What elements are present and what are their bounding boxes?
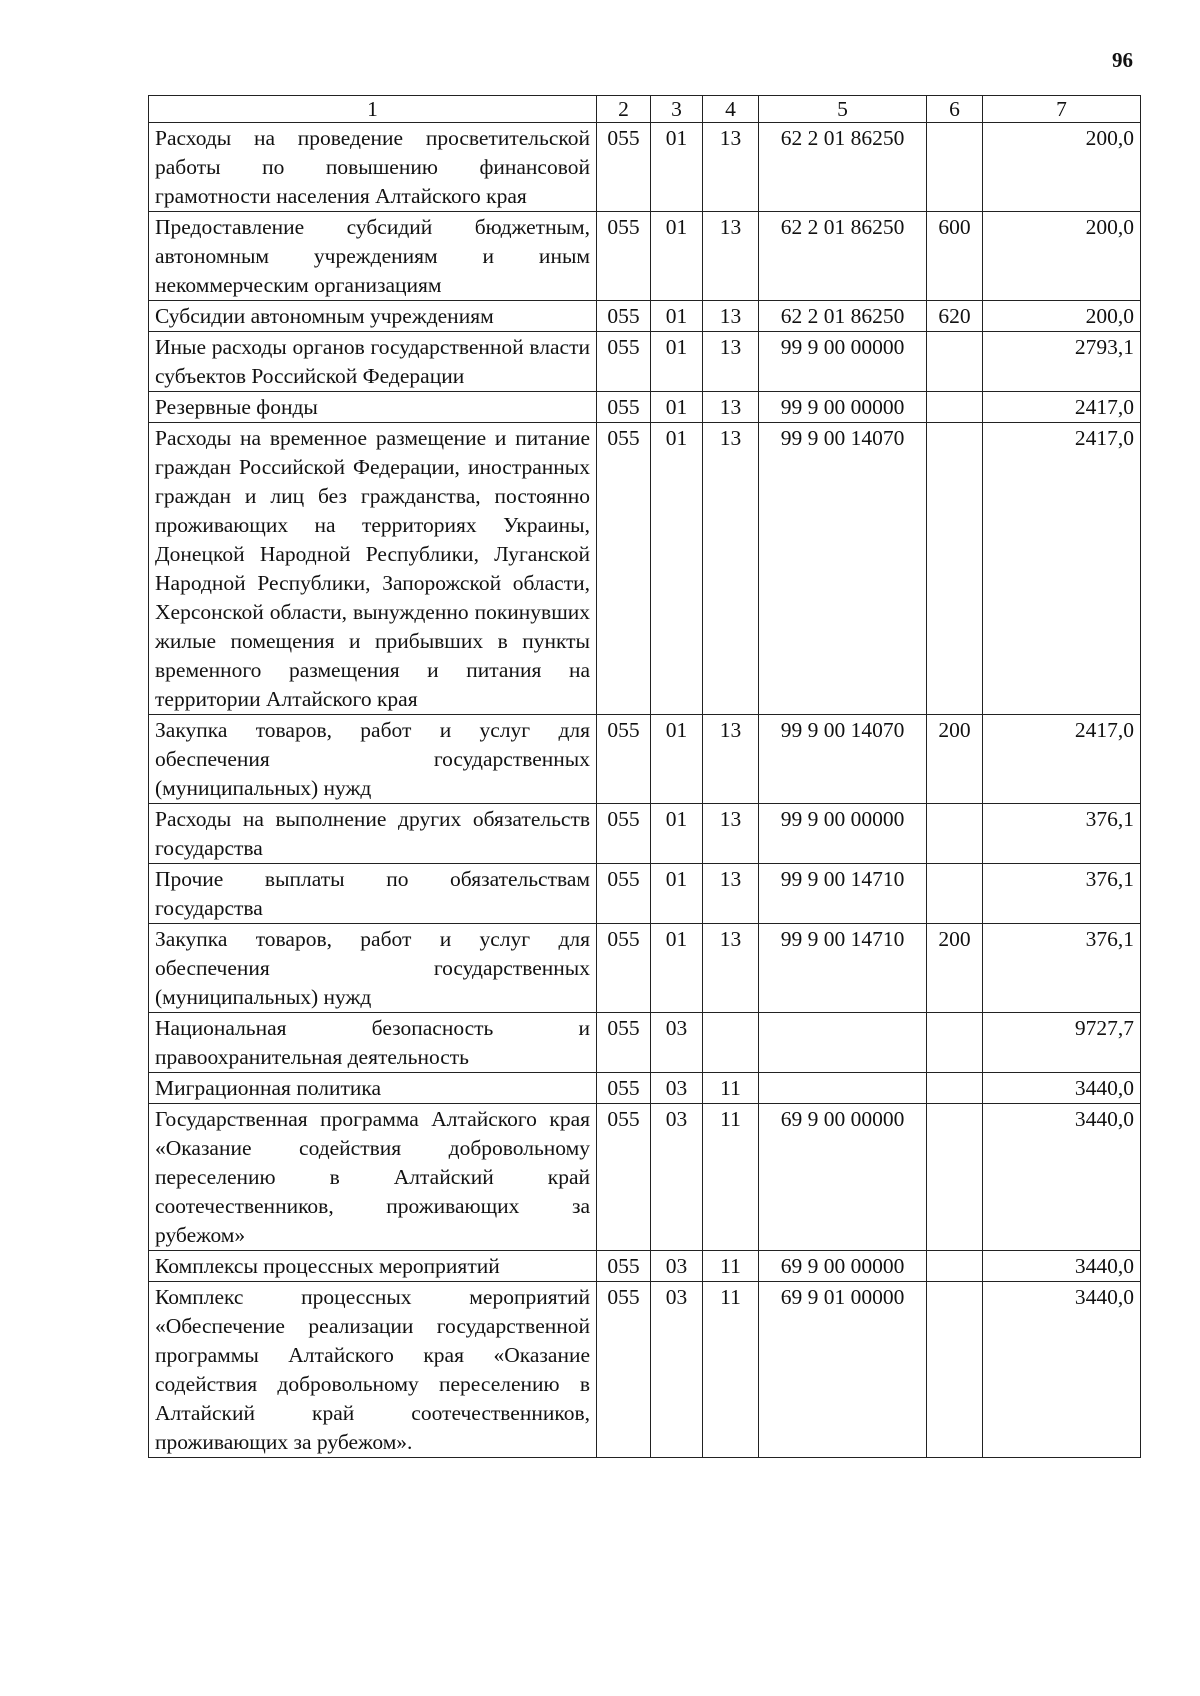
row-code-cell: 055 <box>597 392 651 423</box>
table-row <box>149 212 1141 301</box>
row-amount-cell: 376,1 <box>983 924 1141 1013</box>
row-amount-cell: 9727,7 <box>983 1013 1141 1073</box>
row-target-article-cell: 62 2 01 86250 <box>759 301 927 332</box>
row-amount-cell: 2417,0 <box>983 715 1141 804</box>
row-subsection-cell: 13 <box>703 332 759 392</box>
row-expense-type-cell <box>927 123 983 212</box>
row-code-cell: 055 <box>597 864 651 924</box>
row-code-cell: 055 <box>597 423 651 715</box>
row-amount-cell: 200,0 <box>983 212 1141 301</box>
row-section-cell: 03 <box>651 1104 703 1251</box>
row-section-cell: 03 <box>651 1013 703 1073</box>
table-row <box>149 864 1141 924</box>
row-target-article-cell: 99 9 00 00000 <box>759 392 927 423</box>
row-amount-cell: 376,1 <box>983 864 1141 924</box>
row-amount-cell: 376,1 <box>983 804 1141 864</box>
table-row <box>149 1251 1141 1282</box>
row-name-cell: Предоставление субсидий бюджетным, автономным учреждениям и иным некоммерческим организациям <box>149 212 597 301</box>
row-code-cell: 055 <box>597 804 651 864</box>
row-name-cell: Комплексы процессных мероприятий <box>149 1251 597 1282</box>
table-row <box>149 423 1141 715</box>
row-name-cell: Комплекс процессных мероприятий «Обеспечение реализации государственной программы Алтайского края «Оказание содействия добровольному переселению в Алтайский край соотечественников, проживающих за рубежом». <box>149 1282 597 1458</box>
row-target-article-cell: 62 2 01 86250 <box>759 123 927 212</box>
row-expense-type-cell: 200 <box>927 924 983 1013</box>
table-row <box>149 804 1141 864</box>
row-subsection-cell <box>703 1013 759 1073</box>
header-cell-2: 2 <box>597 96 651 123</box>
header-cell-1: 1 <box>149 96 597 123</box>
row-subsection-cell: 11 <box>703 1073 759 1104</box>
row-code-cell: 055 <box>597 301 651 332</box>
table-row <box>149 392 1141 423</box>
row-subsection-cell: 13 <box>703 864 759 924</box>
table-row <box>149 715 1141 804</box>
table-row <box>149 1104 1141 1251</box>
row-target-article-cell: 99 9 00 14070 <box>759 423 927 715</box>
row-expense-type-cell <box>927 392 983 423</box>
row-code-cell: 055 <box>597 924 651 1013</box>
row-code-cell: 055 <box>597 1013 651 1073</box>
row-expense-type-cell <box>927 864 983 924</box>
row-target-article-cell: 99 9 00 00000 <box>759 332 927 392</box>
row-section-cell: 01 <box>651 123 703 212</box>
row-name-cell: Прочие выплаты по обязательствам государства <box>149 864 597 924</box>
row-subsection-cell: 13 <box>703 924 759 1013</box>
row-amount-cell: 3440,0 <box>983 1282 1141 1458</box>
row-amount-cell: 2417,0 <box>983 392 1141 423</box>
row-expense-type-cell <box>927 804 983 864</box>
row-expense-type-cell: 200 <box>927 715 983 804</box>
row-amount-cell: 3440,0 <box>983 1073 1141 1104</box>
row-section-cell: 01 <box>651 715 703 804</box>
row-section-cell: 01 <box>651 301 703 332</box>
row-subsection-cell: 11 <box>703 1251 759 1282</box>
row-section-cell: 03 <box>651 1282 703 1458</box>
row-subsection-cell: 13 <box>703 392 759 423</box>
row-target-article-cell: 99 9 00 14710 <box>759 864 927 924</box>
row-target-article-cell <box>759 1073 927 1104</box>
row-expense-type-cell <box>927 1282 983 1458</box>
row-name-cell: Миграционная политика <box>149 1073 597 1104</box>
header-cell-7: 7 <box>983 96 1141 123</box>
row-target-article-cell: 99 9 00 00000 <box>759 804 927 864</box>
row-target-article-cell <box>759 1013 927 1073</box>
row-name-cell: Иные расходы органов государственной власти субъектов Российской Федерации <box>149 332 597 392</box>
row-code-cell: 055 <box>597 715 651 804</box>
row-expense-type-cell <box>927 332 983 392</box>
row-target-article-cell: 69 9 00 00000 <box>759 1251 927 1282</box>
table-row <box>149 1073 1141 1104</box>
table-row <box>149 123 1141 212</box>
row-name-cell: Закупка товаров, работ и услуг для обеспечения государственных (муниципальных) нужд <box>149 924 597 1013</box>
row-section-cell: 01 <box>651 864 703 924</box>
row-name-cell: Субсидии автономным учреждениям <box>149 301 597 332</box>
row-name-cell: Расходы на временное размещение и питание граждан Российской Федерации, иностранных граждан и лиц без гражданства, постоянно проживающих на территориях Украины, Донецкой Народной Республики, Луганской Народной Республики, Запорожской области, Херсонской области, вынужденно покинувших жилые помещения и прибывших в пункты временного размещения и питания на территории Алтайского края <box>149 423 597 715</box>
row-section-cell: 03 <box>651 1073 703 1104</box>
table-row <box>149 924 1141 1013</box>
row-expense-type-cell <box>927 1013 983 1073</box>
row-section-cell: 01 <box>651 392 703 423</box>
row-code-cell: 055 <box>597 332 651 392</box>
header-row <box>149 96 1141 123</box>
row-name-cell: Государственная программа Алтайского края «Оказание содействия добровольному переселению в Алтайский край соотечественников, проживающих за рубежом» <box>149 1104 597 1251</box>
row-name-cell: Расходы на проведение просветительской работы по повышению финансовой грамотности населения Алтайского края <box>149 123 597 212</box>
row-target-article-cell: 69 9 01 00000 <box>759 1282 927 1458</box>
row-amount-cell: 2417,0 <box>983 423 1141 715</box>
row-section-cell: 01 <box>651 332 703 392</box>
row-expense-type-cell: 600 <box>927 212 983 301</box>
table-row <box>149 1013 1141 1073</box>
row-subsection-cell: 13 <box>703 123 759 212</box>
table-row <box>149 332 1141 392</box>
row-subsection-cell: 13 <box>703 804 759 864</box>
page-number: 96 <box>1112 48 1133 72</box>
row-name-cell: Расходы на выполнение других обязательств государства <box>149 804 597 864</box>
row-section-cell: 01 <box>651 212 703 301</box>
row-expense-type-cell <box>927 1073 983 1104</box>
row-expense-type-cell <box>927 1104 983 1251</box>
row-section-cell: 01 <box>651 924 703 1013</box>
row-amount-cell: 200,0 <box>983 301 1141 332</box>
header-cell-5: 5 <box>759 96 927 123</box>
row-amount-cell: 200,0 <box>983 123 1141 212</box>
header-cell-4: 4 <box>703 96 759 123</box>
row-amount-cell: 3440,0 <box>983 1104 1141 1251</box>
row-name-cell: Закупка товаров, работ и услуг для обеспечения государственных (муниципальных) нужд <box>149 715 597 804</box>
row-subsection-cell: 13 <box>703 301 759 332</box>
row-subsection-cell: 13 <box>703 423 759 715</box>
row-target-article-cell: 69 9 00 00000 <box>759 1104 927 1251</box>
row-amount-cell: 2793,1 <box>983 332 1141 392</box>
row-expense-type-cell <box>927 423 983 715</box>
row-name-cell: Национальная безопасность и правоохранительная деятельность <box>149 1013 597 1073</box>
row-subsection-cell: 11 <box>703 1282 759 1458</box>
row-target-article-cell: 99 9 00 14710 <box>759 924 927 1013</box>
row-target-article-cell: 62 2 01 86250 <box>759 212 927 301</box>
row-code-cell: 055 <box>597 1073 651 1104</box>
row-target-article-cell: 99 9 00 14070 <box>759 715 927 804</box>
row-code-cell: 055 <box>597 1282 651 1458</box>
row-code-cell: 055 <box>597 1104 651 1251</box>
table-row <box>149 301 1141 332</box>
row-code-cell: 055 <box>597 1251 651 1282</box>
row-section-cell: 01 <box>651 423 703 715</box>
row-section-cell: 03 <box>651 1251 703 1282</box>
header-cell-3: 3 <box>651 96 703 123</box>
row-subsection-cell: 13 <box>703 212 759 301</box>
row-expense-type-cell <box>927 1251 983 1282</box>
row-amount-cell: 3440,0 <box>983 1251 1141 1282</box>
row-code-cell: 055 <box>597 212 651 301</box>
row-subsection-cell: 11 <box>703 1104 759 1251</box>
budget-table <box>148 95 1141 1458</box>
table-row <box>149 1282 1141 1458</box>
row-name-cell: Резервные фонды <box>149 392 597 423</box>
row-expense-type-cell: 620 <box>927 301 983 332</box>
row-code-cell: 055 <box>597 123 651 212</box>
header-cell-6: 6 <box>927 96 983 123</box>
row-section-cell: 01 <box>651 804 703 864</box>
row-subsection-cell: 13 <box>703 715 759 804</box>
